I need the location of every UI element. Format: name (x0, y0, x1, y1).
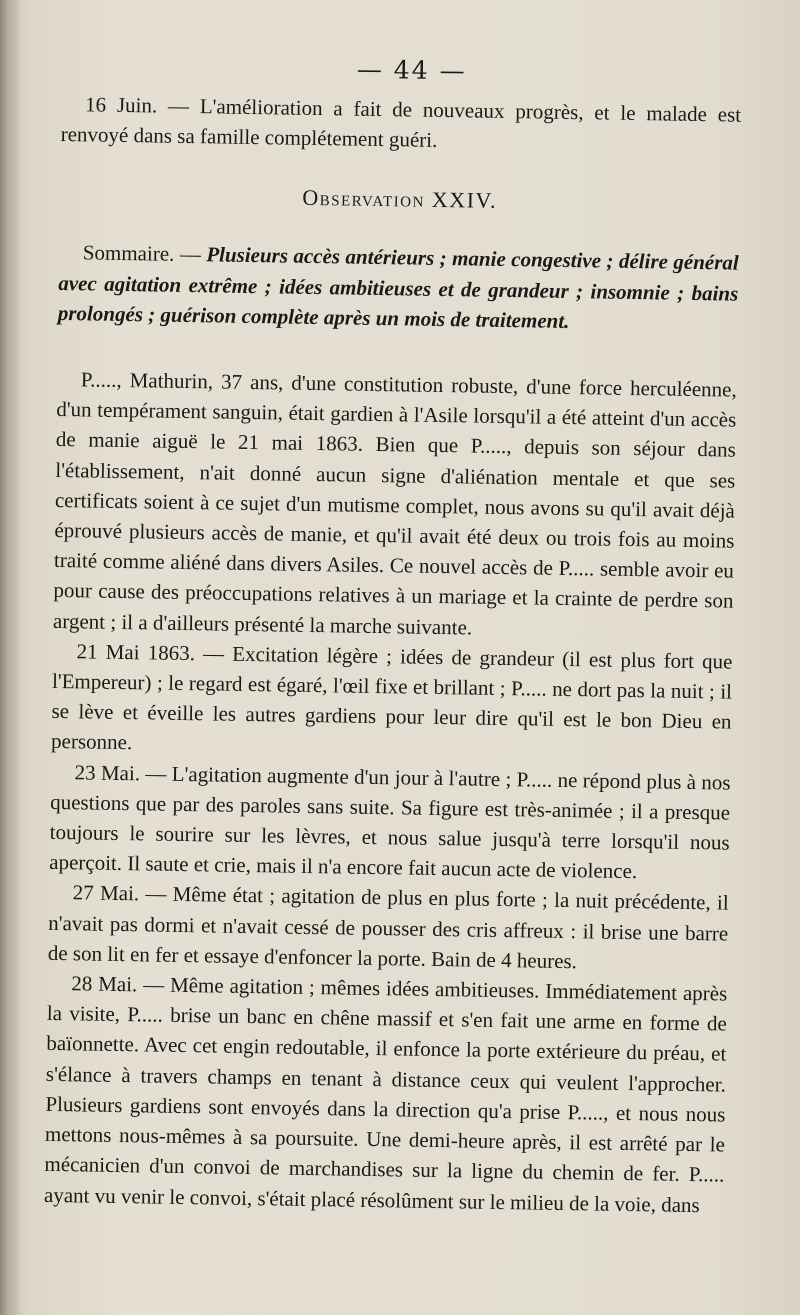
summary-paragraph (58, 237, 739, 338)
summary-label: Sommaire. — (82, 240, 207, 267)
text-block (44, 50, 742, 1220)
case-paragraph-3: 23 Mai. — L'agitation augmente d'un jour à l'autre ; P..... ne répond plus à nos questions que par des paroles sans suite. Sa figure est très-animée ; il a presque toujours le sourire sur les lèvres, et nous salue jusqu'à terre lorsqu'il nous aperçoit. Il saute et crie, mais il n'a encore fait aucun acte de violence. (49, 759, 731, 884)
case-paragraph-1: P....., Mathurin, 37 ans, d'une constitution robuste, d'une force herculéenne, d'un tempérament sanguin, était gardien à l'Asile lorsqu'il a été atteint d'un accès de manie aiguë le 21 mai 1863. Bien que P....., depuis son séjour dans l'établissement, n'ait donné aucun signe d'aliénation mentale et que ses certificats soient à ce sujet d'un mutisme complet, nous avons su qu'il avait déjà éprouvé plusieurs accès de manie, et qu'il avait été deux ou trois fois au moins traité comme aliéné dans divers Asiles. Ce nouvel accès de P..... semble avoir eu pour cause des préoccupations relatives à un mariage et la crainte de perdre son argent ; il a d'ailleurs présenté la marche suivante. (52, 367, 737, 640)
case-paragraph-4: 27 Mai. — Même état ; agitation de plus en plus forte ; la nuit précédente, il n'avait pas dormi et n'avait cessé de pousser des cris affreux : il brise une barre de son lit en fer et essaye d'enfoncer la porte. Bain de 4 heures. (47, 880, 729, 974)
case-paragraph-5: 28 Mai. — Même agitation ; mêmes idées ambitieuses. Immédiatement après la visite, P..... brise un banc en chêne massif et s'en fait une arme en forme de baïonnette. Avec cet engin redoutable, il enfonce la porte extérieure du préau, et s'élance à travers champs en tenant à distance ceux qui veulent l'approcher. Plusieurs gardiens sont envoyés dans la direction qu'a prise P....., et nous nous mettons nous-mêmes à sa poursuite. Une demi-heure après, il est arrêté par le mécanicien d'un convoi de marchandises sur la ligne du chemin de fer. P..... ayant vu venir le convoi, s'était placé résolûment sur le milieu de la voie, dans (43, 971, 728, 1217)
summary-text: Plusieurs accès antérieurs ; manie congestive ; délire général avec agitation extrême ; idées ambitieuses et de grandeur ; insomnie ; bains prolongés ; guérison complète après un mois de traitement. (57, 242, 739, 333)
observation-heading: Observation XXIV. (302, 185, 498, 214)
page-number: — 44 — (356, 54, 467, 86)
case-paragraph-2: 21 Mai 1863. — Excitation légère ; idées de grandeur (il est plus fort que l'Empereur) ; le regard est égaré, l'œil fixe et brillant ; P..... ne dort pas la nuit ; il se lève et éveille les autres gardiens pour leur dire qu'il est le bon Dieu en personne. (50, 639, 733, 755)
book-spine-shadow (0, 0, 20, 1315)
opening-paragraph: 16 Juin. — L'amélioration a fait de nouveaux progrès, et le malade est renvoyé dans sa famille complétement guéri. (60, 92, 742, 153)
